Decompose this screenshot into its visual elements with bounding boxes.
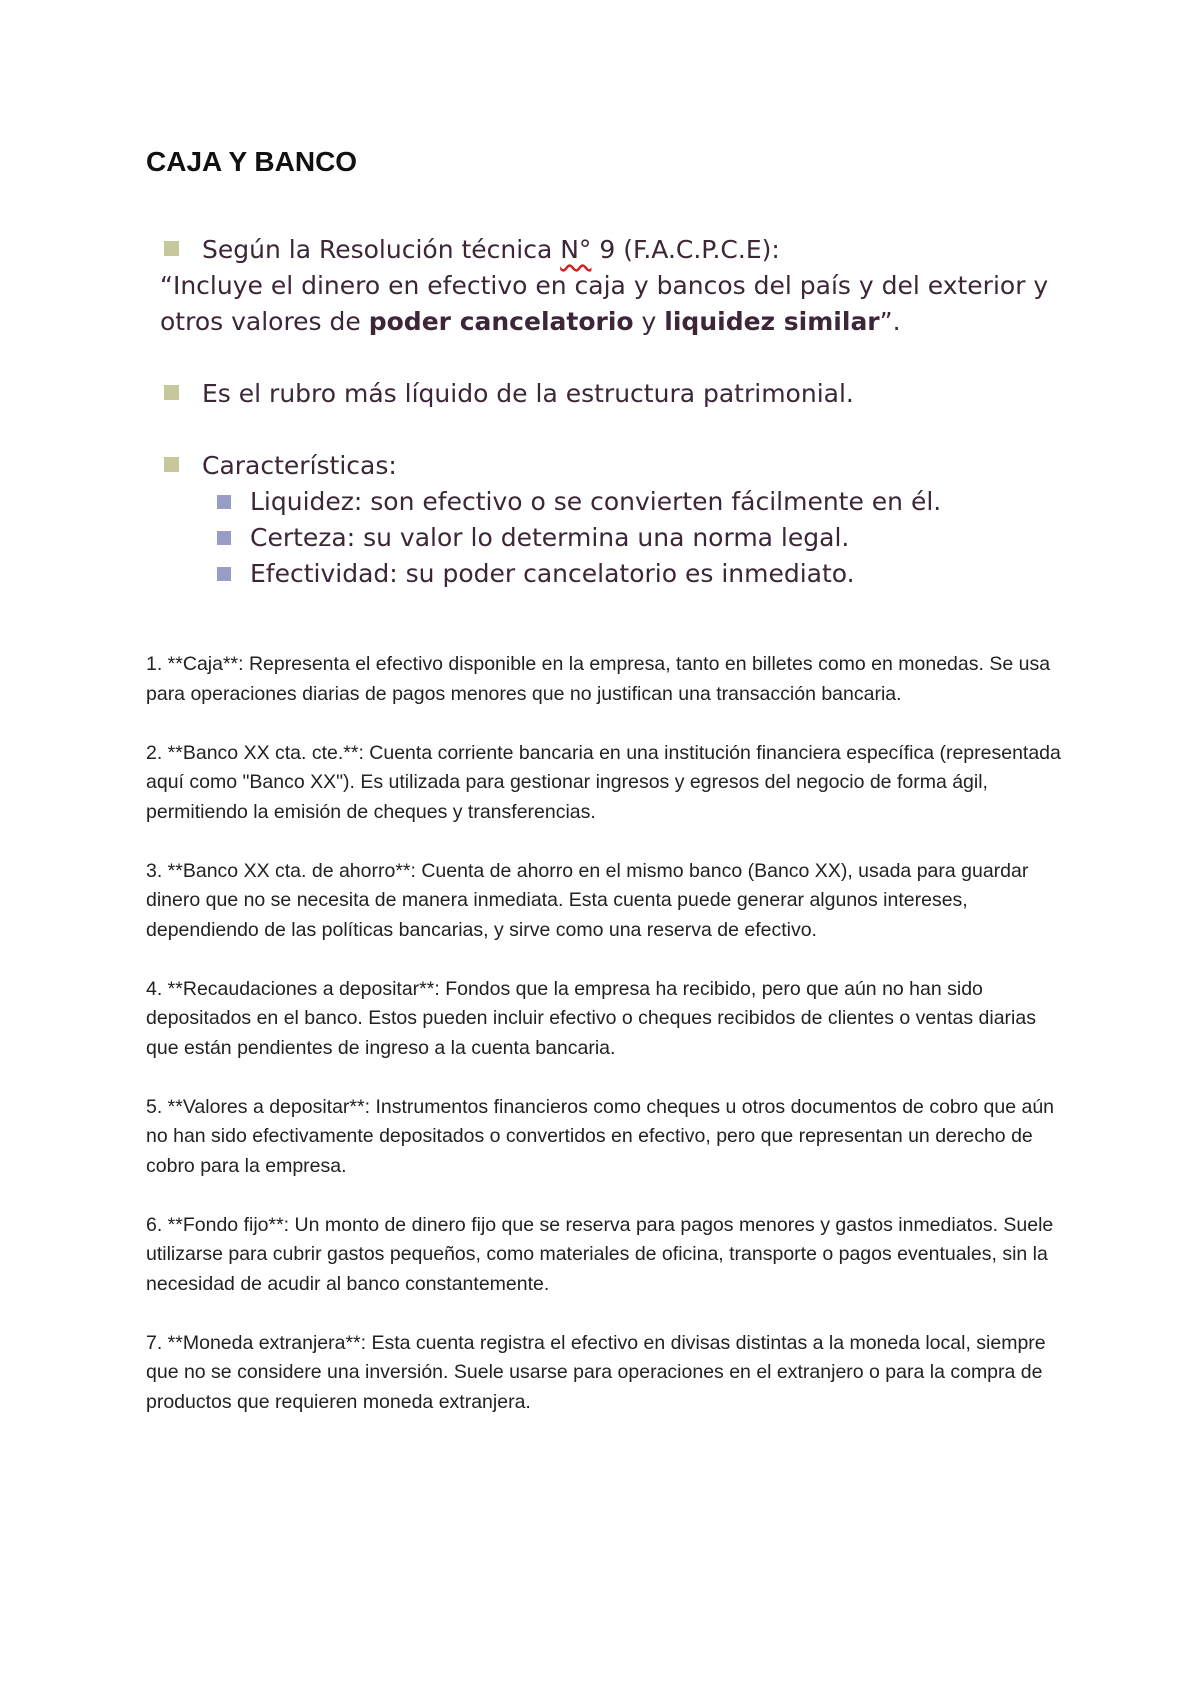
quote-line-2-start: otros valores de xyxy=(160,307,369,336)
slide-bullet-resolucion xyxy=(160,232,1060,268)
bullet-text: Según la Resolución técnica xyxy=(202,235,561,264)
sub-bullet-text: Certeza: su valor lo determina una norma legal. xyxy=(250,523,850,552)
list-item: 3. **Banco XX cta. de ahorro**: Cuenta de ahorro en el mismo banco (Banco XX), usada para guardar dinero que no se necesita de manera inmediata. Esta cuenta puede generar algunos intereses, dependiendo de las políticas bancarias, y sirve como una reserva de efectivo. xyxy=(146,859,1029,941)
list-item: 6. **Fondo fijo**: Un monto de dinero fijo que se reserva para pagos menores y gastos inmediatos. Suele utilizarse para cubrir gastos pequeños, como materiales de oficina, transporte o pagos eventuales, sin la necesidad de acudir al banco constantemente. xyxy=(146,1213,1054,1295)
page-title: CAJA Y BANCO xyxy=(146,146,358,177)
quote-bold-term-2: liquidez similar xyxy=(664,307,880,336)
quote-end: ”. xyxy=(879,307,901,336)
slide-sub-bullet xyxy=(160,520,1060,556)
square-bullet-icon xyxy=(164,241,179,256)
list-item: 4. **Recaudaciones a depositar**: Fondos que la empresa ha recibido, pero que aún no han sido depositados en el banco. Estos pueden incluir efectivo o cheques recibidos de clientes o ventas diarias que están pendientes de ingreso a la cuenta bancaria. xyxy=(146,977,1036,1059)
list-item: 7. **Moneda extranjera**: Esta cuenta registra el efectivo en divisas distintas a la moneda local, siempre que no se considere una inversión. Suele usarse para operaciones en el extranjero o para la compra de productos que requieren moneda extranjera. xyxy=(146,1331,1046,1413)
bullet-text-suffix: 9 (F.A.C.P.C.E): xyxy=(591,235,780,264)
slide-bullet-caracteristicas xyxy=(160,448,1060,484)
list-item: 2. **Banco XX cta. cte.**: Cuenta corriente bancaria en una institución financiera específica (representada aquí como "Banco XX"). Es utilizada para gestionar ingresos y egresos del negocio de forma ágil, permitiendo la emisión de cheques y transferencias. xyxy=(146,741,1061,823)
list-item: 5. **Valores a depositar**: Instrumentos financieros como cheques u otros documentos de cobro que aún no han sido efectivamente depositados o convertidos en efectivo, pero que representan un derecho de cobro para la empresa. xyxy=(146,1095,1055,1177)
quote-line-1: “Incluye el dinero en efectivo en caja y bancos del país y del exterior y xyxy=(160,271,1049,300)
embedded-slide-image xyxy=(160,232,1060,592)
slide-sub-bullet xyxy=(160,556,1060,592)
slide-sub-bullet xyxy=(160,484,1060,520)
sub-bullet-text: Efectividad: su poder cancelatorio es inmediato. xyxy=(250,559,855,588)
quote-mid: y xyxy=(633,307,665,336)
list-item: 1. **Caja**: Representa el efectivo disponible en la empresa, tanto en billetes como en monedas. Se usa para operaciones diarias de pagos menores que no justifican una transacción bancaria. xyxy=(146,653,1051,705)
square-bullet-icon xyxy=(164,385,179,400)
slide-bullet-rubro xyxy=(160,376,1060,412)
bullet-text: Características: xyxy=(202,451,397,480)
quote-bold-term-1: poder cancelatorio xyxy=(368,307,634,336)
account-list xyxy=(146,650,1066,1447)
sub-bullet-text: Liquidez: son efectivo o se convierten fácilmente en él. xyxy=(250,487,942,516)
square-bullet-icon xyxy=(217,531,231,545)
definition-quote xyxy=(160,268,1060,340)
square-bullet-icon xyxy=(217,567,231,581)
spellcheck-marked-text: N° xyxy=(560,235,592,264)
bullet-text: Es el rubro más líquido de la estructura patrimonial. xyxy=(202,379,854,408)
square-bullet-icon xyxy=(217,495,231,509)
square-bullet-icon xyxy=(164,457,179,472)
